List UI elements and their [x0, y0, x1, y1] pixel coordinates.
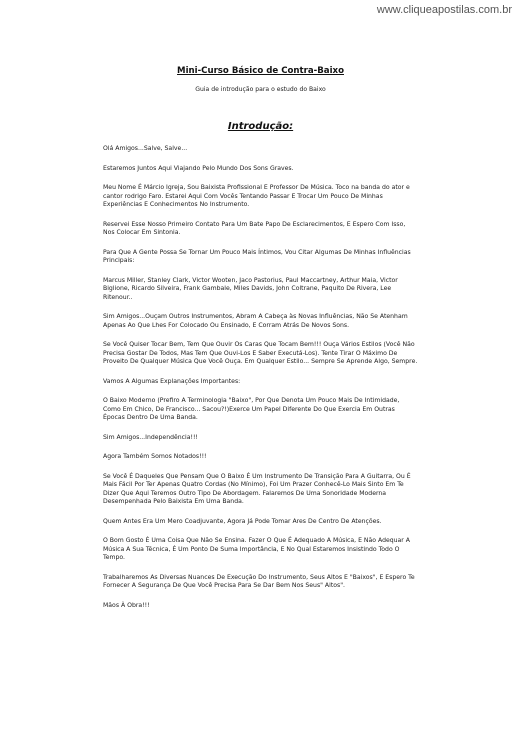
- site-watermark: www.cliqueapostilas.com.br: [376, 4, 512, 16]
- paragraph-influences-intro: Para Que A Gente Possa Se Tornar Um Pouco Mais Íntimos, Vou Citar Algumas De Minhas Influências Principais:: [103, 248, 411, 264]
- paragraph-listen: Sim Amigos...Ouçam Outros Instrumentos, Abram A Cabeça às Novas Influências, Não Se Atenham Apenas Ao Que Lhes For Colocado Ou Ensinado, E Corram Atrás De Novos Sons.: [103, 313, 408, 329]
- section-heading: Introdução:: [227, 121, 294, 132]
- paragraph-first-contact: Reservei Esse Nosso Primeiro Contato Para Um Bate Papo De Esclarecimentos, E Espero Com Isso, Nos Colocar Em Sintonia.: [103, 220, 406, 236]
- paragraph-nuances: Trabalharemos As Diversas Nuances De Execução Do Instrumento, Seus Altos E "Baixos", E Espero Te Fornecer A Segurança De Que Você Precisa Para Se Dar Bem Nos Seus" Altos".: [103, 573, 415, 589]
- paragraph-noticed: Agora Também Somos Notados!!!: [103, 453, 207, 460]
- paragraph-welcome: Estaremos Juntos Aqui Viajando Pelo Mundo Dos Sons Graves.: [103, 164, 294, 172]
- paragraph-author: Meu Nome É Márcio Igreja, Sou Baixista Profissional E Professor De Música. Toco na banda do ator e cantor rodrigo Faro. Estarei Aqui Com Vocês Tentando Passar E Trocar Um Pouco De Minhas Experiências E Conhecimentos No Instrumento.: [103, 184, 410, 208]
- paragraph-explanations: Vamos A Algumas Explanações Importantes:: [103, 377, 241, 385]
- paragraph-transition: Se Você É Daqueles Que Pensam Que O Baixo É Um Instrumento De Transição Para A Guitarra, Ou É Mais Fácil Por Ter Apenas Quatro Cordas (No Mínimo), Foi Um Prazer Conhecê-Lo Mais Sinto Em Te Dizer Que Aqui Teremos Outro Tipo De Abordagem. Falaremos De Uma Sonoridade Moderna Desempenhada Pelo Baixista Em Uma Banda.: [103, 472, 411, 505]
- paragraph-hands-on: Mãos À Obra!!!: [103, 601, 150, 609]
- document-title: Mini-Curso Básico de Contra-Baixo: [177, 66, 344, 76]
- paragraph-center-attention: Quem Antes Era Um Mero Coadjuvante, Agora Já Pode Tomar Ares De Centro De Atenções.: [103, 517, 382, 525]
- paragraph-good-taste: O Bom Gosto É Uma Coisa Que Não Se Ensina. Fazer O Que É Adequado A Música, E Não Adequar A Música A Sua Técnica, É Um Ponto De Suma Importância, E No Qual Estaremos Insistindo Todo O Tempo.: [103, 537, 410, 561]
- paragraph-greeting: Olá Amigos...Salve, Salve...: [103, 145, 188, 152]
- paragraph-influences-list: Marcus Miller, Stanley Clark, Victor Wooten, Jaco Pastorius, Paul Maccartney, Arthur Maia, Victor Biglione, Ricardo Silveira, Frank Gambale, Miles Davids, John Coltrane, Paquito De Rivera, Lee Ritenour..: [103, 276, 398, 301]
- document-subtitle: Guia de introdução para o estudo do Baixo: [195, 86, 326, 93]
- paragraph-independence: Sim Amigos...Independência!!!: [103, 433, 198, 441]
- paragraph-modern-bass: O Baixo Moderno (Prefiro A Terminologia "Baixo", Por Que Denota Um Pouco Mais De Intimidade, Como Em Chico, De Francisco... Sacou?!)Exerce Um Papel Diferente Do Que Exercia Em Outras Épocas Dentro De Uma Banda.: [103, 397, 400, 421]
- document-page: [103, 66, 418, 621]
- paragraph-play-well: Se Você Quiser Tocar Bem, Tem Que Ouvir Os Caras Que Tocam Bem!!! Ouça Vários Estilos (Você Não Precisa Gostar De Todos, Mas Tem Que Ouvi-Los E Saber Executá-Los). Tente Tirar O Máximo De Proveito De Qualquer Música Que Você Ouça. Em Qualquer Estilo... Sempre Se Aprende Algo, Sempre.: [103, 341, 418, 365]
